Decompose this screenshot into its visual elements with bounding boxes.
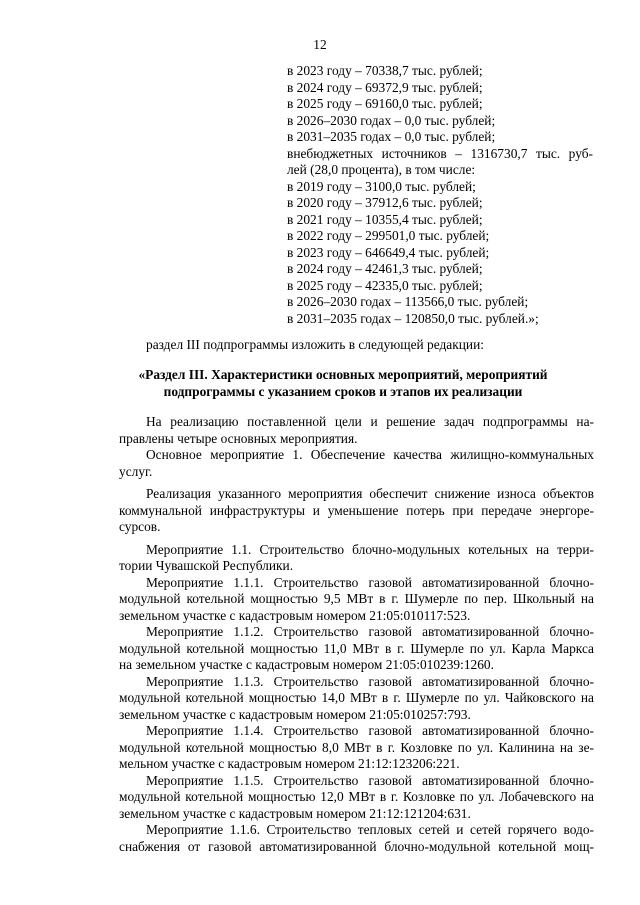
paragraph-line: модульной котельной мощностью 8,0 МВт в г. Козловке по ул. Калинина на зе- [119, 739, 594, 755]
paragraph-line: снабжения от газовой автоматизированной блочно-модульной котельной мощ- [119, 838, 594, 854]
paragraph-line: Мероприятие 1.1.5. Строительство газовой автоматизированной блочно- [146, 772, 594, 788]
paragraph-line: модульной котельной мощностью 14,0 МВт в г. Шумерле по ул. Чайковского на [119, 690, 594, 705]
page-number: 12 [313, 37, 327, 52]
paragraph-line: земельном участке с кадастровым номером 21:05:010257:793. [119, 706, 471, 722]
heading-line: подпрограммы с указанием сроков и этапов их реализации [163, 383, 523, 399]
instruction-text: раздел III подпрограммы изложить в следующей редакции: [146, 337, 484, 352]
body-text [119, 414, 594, 855]
list-item: в 2024 году – 69372,9 тыс. рублей; [287, 79, 483, 95]
list-item: в 2020 году – 37912,6 тыс. рублей; [287, 195, 483, 210]
list-item: в 2025 году – 42335,0 тыс. рублей; [287, 277, 483, 293]
paragraph-line: На реализацию поставленной цели и решение задач подпрограммы на- [146, 414, 594, 429]
list-item: в 2022 году – 299501,0 тыс. рублей; [287, 228, 490, 243]
list-item: в 2031–2035 годах – 0,0 тыс. рублей; [287, 129, 496, 144]
paragraph-line: Мероприятие 1.1.2. Строительство газовой автоматизированной блочно- [146, 624, 594, 639]
paragraph-line: Реализация указанного мероприятия обеспечит снижение износа объектов [146, 486, 594, 501]
list-item: внебюджетных источников – 1316730,7 тыс. руб- [287, 145, 593, 161]
funding-list [287, 63, 593, 327]
list-item: в 2031–2035 годах – 120850,0 тыс. рублей.»; [287, 310, 539, 326]
paragraph-line: услуг. [119, 463, 153, 479]
paragraph-line: Мероприятие 1.1.1. Строительство газовой автоматизированной блочно- [146, 574, 594, 590]
paragraph-line: сурсов. [119, 519, 161, 534]
list-item: в 2024 году – 42461,3 тыс. рублей; [287, 261, 483, 276]
paragraph-line: на земельном участке с кадастровым номером 21:05:010239:1260. [119, 657, 494, 672]
paragraph-line: модульной котельной мощностью 9,5 МВт в г. Шумерле по пер. Школьный на [119, 591, 594, 606]
paragraph-line: модульной котельной мощностью 12,0 МВт в г. Козловке по ул. Лобачевского на [119, 789, 594, 804]
list-item: в 2023 году – 70338,7 тыс. рублей; [287, 63, 483, 78]
paragraph-line: Мероприятие 1.1.6. Строительство тепловых сетей и сетей горячего водо- [146, 822, 594, 837]
heading-line: «Раздел III. Характеристики основных мероприятий, мероприятий [138, 367, 548, 382]
paragraph-line: земельном участке с кадастровым номером 21:05:010117:523. [119, 607, 471, 623]
paragraph-line: Мероприятие 1.1. Строительство блочно-модульных котельных на терри- [146, 541, 594, 557]
list-item: в 2026–2030 годах – 0,0 тыс. рублей; [287, 112, 496, 128]
paragraph-line: мельном участке с кадастровым номером 21:12:123206:221. [119, 756, 460, 771]
paragraph-line: тории Чувашской Республики. [119, 558, 294, 573]
paragraph-line: Основное мероприятие 1. Обеспечение качества жилищно-коммунальных [146, 447, 594, 462]
paragraph-line: Мероприятие 1.1.4. Строительство газовой автоматизированной блочно- [146, 723, 594, 738]
list-item: лей (28,0 процента), в том числе: [287, 162, 476, 177]
list-item: в 2026–2030 годах – 113566,0 тыс. рублей; [287, 294, 529, 309]
list-item: в 2023 году – 646649,4 тыс. рублей; [287, 244, 490, 260]
paragraph-line: модульной котельной мощностью 11,0 МВт в г. Шумерле по ул. Карла Маркса [119, 640, 594, 656]
list-item: в 2025 году – 69160,0 тыс. рублей; [287, 96, 483, 111]
list-item: в 2019 году – 3100,0 тыс. рублей; [287, 178, 476, 194]
list-item: в 2021 году – 10355,4 тыс. рублей; [287, 211, 483, 227]
paragraph-line: земельном участке с кадастровым номером 21:12:121204:631. [119, 805, 471, 821]
paragraph-line: Мероприятие 1.1.3. Строительство газовой автоматизированной блочно- [146, 673, 594, 689]
paragraph-line: коммунальной инфраструктуры и уменьшение потерь при передаче энергоре- [119, 502, 594, 518]
paragraph-line: правлены четыре основных мероприятия. [119, 430, 358, 446]
section-heading [120, 367, 566, 400]
